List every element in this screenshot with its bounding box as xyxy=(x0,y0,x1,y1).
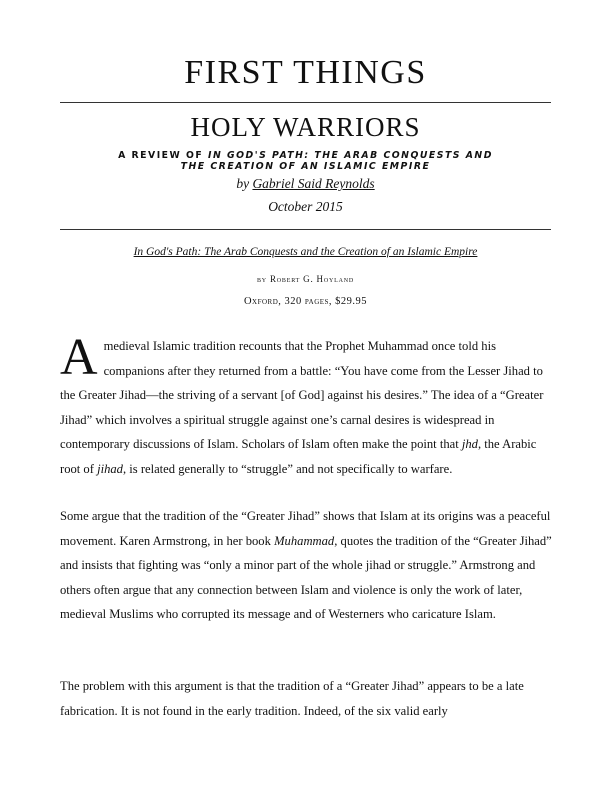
p1-text-c: , is related generally to “struggle” and not specifically to warfare. xyxy=(122,461,453,476)
publication-date: October 2015 xyxy=(268,199,343,214)
article-subtitle xyxy=(108,150,503,172)
p2-text-b: , quotes the tradition of the “Greater Jihad” and insists that fighting was “only a minor part of the whole jihad or struggle.” Armstrong and others often argue that any connection between Islam and violence is only the work of later, medieval Muslims who corrupted its message and of Westerners who caricature Islam. xyxy=(60,533,552,621)
author-link[interactable]: Gabriel Said Reynolds xyxy=(252,176,375,191)
paragraph-2 xyxy=(60,504,553,627)
book-author: by Robert G. Hoyland xyxy=(257,274,354,284)
title-divider xyxy=(60,229,551,230)
p2-book-muhammad: Muhammad xyxy=(274,533,335,548)
article-title: HOLY WARRIORS xyxy=(190,112,421,142)
p2-text-a: Some argue that the tradition of the “Greater Jihad” shows that Islam at its origins was a peaceful movement. Karen Armstrong, in her book xyxy=(60,509,551,548)
paragraph-3: The problem with this argument is that the tradition of a “Greater Jihad” appears to be a late fabrication. It is not found in the early tradition. Indeed, of the six valid early xyxy=(60,679,524,718)
p1-term-jhd: jhd xyxy=(461,437,478,451)
paragraph-1 xyxy=(60,329,553,481)
header-divider xyxy=(60,102,551,103)
subtitle-prefix: A REVIEW OF xyxy=(118,150,209,161)
byline xyxy=(0,176,611,192)
byline-prefix: by xyxy=(236,176,253,191)
p1-term-jihad: jihad xyxy=(97,461,123,476)
subtitle-book-title: IN GOD'S PATH: THE ARAB CONQUESTS AND THE CREATION OF AN ISLAMIC EMPIRE xyxy=(180,150,493,172)
book-publisher-info: Oxford, 320 pages, $29.95 xyxy=(243,296,368,307)
p1-text-a: medieval Islamic tradition recounts that the Prophet Muhammad once told his companions after they returned from a battle: “You have come from the Lesser Jihad to the Greater Jihad—the striving of a servant [of God] against his desires.” The idea of a “Greater Jihad” which involves a spiritual struggle against one’s carnal desires is widespread in contemporary discussions of Islam. Scholars of Islam often make the point that xyxy=(60,339,544,451)
book-title-link[interactable]: In God's Path: The Arab Conquests and the Creation of an Islamic Empire xyxy=(133,246,478,258)
drop-cap: A xyxy=(60,329,98,386)
p1-text-b: , the Arabic root of xyxy=(60,437,537,476)
masthead-logo: FIRST THINGS xyxy=(184,54,427,91)
